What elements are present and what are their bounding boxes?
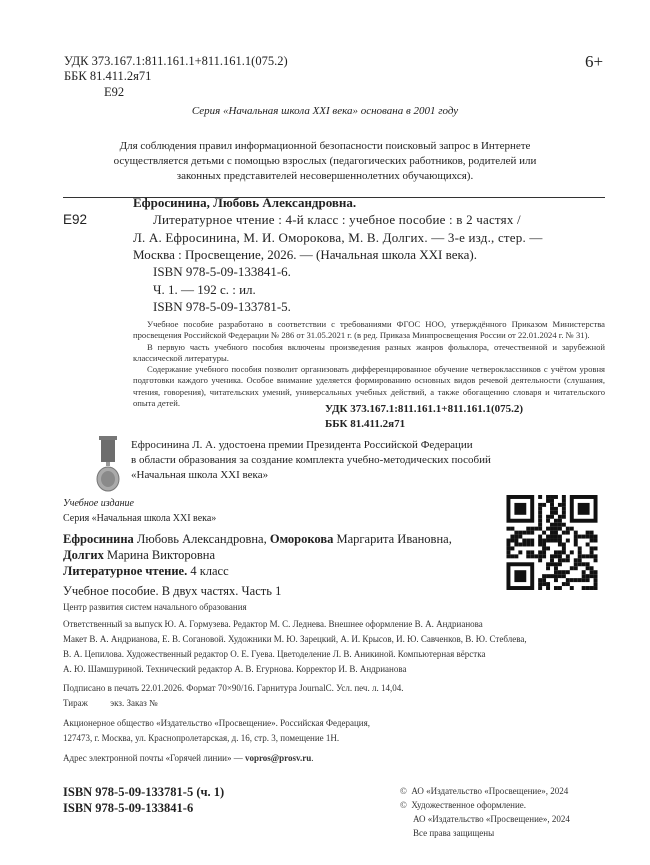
circulation: Тираж экз. Заказ № [63, 698, 158, 708]
print-info: Подписано в печать 22.01.2026. Формат 70×90/16. Гарнитура JournalC. Усл. печ. л. 14,04. [63, 683, 404, 693]
copyright-line: © АО «Издательство «Просвещение», 2024 [400, 786, 569, 796]
udk-code: УДК 373.167.1:811.161.1+811.161.1(075.2) [64, 54, 288, 68]
hotline-email[interactable]: vopros@prosv.ru [244, 753, 312, 763]
hotline-label: Адрес электронной почты «Горячей линии» — [63, 753, 245, 763]
catalog-pages: Ч. 1. — 192 с. : ил. [153, 282, 256, 297]
catalog-line: Литературное чтение : 4-й класс : учебное пособие : в 2 частях / [153, 212, 521, 227]
hotline-end: . [311, 753, 314, 763]
book-title: Литературное чтение. [63, 564, 188, 578]
credits-line: В. А. Цепилова. Художественный редактор О. Е. Гуева. Цветоделение Л. В. Аникиной. Компьютерная вёрстка [63, 649, 486, 659]
copyright-line: Все права защищены [413, 828, 495, 838]
catalog-line: Москва : Просвещение, 2026. — (Начальная школа XXI века). [133, 247, 477, 262]
publisher-line: Акционерное общество «Издательство «Просвещение». Российская Федерация, [63, 718, 370, 728]
author-name: Марина Викторовна [103, 548, 216, 562]
credits-line: А. Ю. Шамшуриной. Технический редактор А. В. Егурнова. Корректор И. В. Андрианова [63, 664, 407, 674]
edition-type: Учебное издание [63, 498, 134, 509]
author-surname: Долгих [63, 548, 104, 562]
abstract [133, 319, 605, 409]
safety-note-line: законных представителей несовершеннолетних обучающихся). [176, 170, 474, 182]
imprint-subtitle: Учебное пособие. В двух частях. Часть 1 [63, 584, 282, 598]
author-mark: Е92 [104, 85, 125, 99]
age-rating: 6+ [585, 52, 604, 71]
catalog-code: Е92 [63, 212, 88, 227]
catalog-author: Ефросинина, Любовь Александровна. [133, 195, 357, 210]
author-name: Маргарита Ивановна, [333, 532, 452, 546]
author-name: Любовь Александровна, [133, 532, 270, 546]
author-surname: Оморокова [269, 532, 334, 546]
copyright-line: © Художественное оформление. [400, 800, 527, 810]
safety-note-line: Для соблюдения правил информационной безопасности поисковый запрос в Интернете [119, 140, 531, 152]
catalog-line: Л. А. Ефросинина, М. И. Оморокова, М. В. Долгих. — 3-е изд., стер. — [133, 230, 543, 245]
series-note: Серия «Начальная школа XXI века» основана в 2001 году [191, 105, 459, 117]
credits-line: Макет В. А. Андрианова, Е. В. Согановой. Художники М. Ю. Зарецкий, А. И. Крысов, И. Ю. Савченков, В. Ю. Стеблева, [63, 634, 527, 644]
catalog-udk: УДК 373.167.1:811.161.1+811.161.1(075.2) [325, 403, 524, 415]
catalog-bbk: ББК 81.411.2я71 [325, 418, 406, 430]
abstract-paragraph: В первую часть учебного пособия включены произведения разных жанров фольклора, отечественной и зарубежной классической литературы. [133, 341, 605, 363]
hotline [63, 754, 314, 763]
imprint-authors [63, 533, 452, 546]
qr-code[interactable] [506, 495, 598, 590]
imprint-title [63, 565, 229, 578]
imprint-center: Центр развития систем начального образования [63, 602, 247, 612]
footer-isbn-set: ISBN 978-5-09-133841-6 [63, 801, 194, 815]
safety-note-line: осуществляется детьми с помощью взрослых (педагогических работников, родителей или [113, 155, 537, 167]
award-line: Ефросинина Л. А. удостоена премии Президента Российской Федерации [131, 439, 473, 451]
medal-icon [96, 436, 120, 492]
award-line: «Начальная школа XXI века» [131, 469, 269, 481]
catalog-isbn-set: ISBN 978-5-09-133841-6. [153, 264, 291, 279]
abstract-paragraph: Учебное пособие разработано в соответствии с требованиями ФГОС НОО, утверждённого Приказом Министерства просвещения Российской Федерации № 286 от 31.05.2021 г. (в ред. Приказа Минпросвещения России от 22.01.2024 г. № 31). [133, 319, 605, 341]
credits-line: Ответственный за выпуск Ю. А. Гормузева. Редактор М. С. Леднева. Внешнее оформление В. А. Андрианова [63, 619, 483, 629]
imprint-authors [63, 549, 215, 562]
book-grade: 4 класс [187, 564, 229, 578]
footer-isbn-part: ISBN 978-5-09-133781-5 (ч. 1) [63, 785, 225, 799]
author-surname: Ефросинина [63, 532, 134, 546]
catalog-isbn-part: ISBN 978-5-09-133781-5. [153, 299, 291, 314]
copyright-line: АО «Издательство «Просвещение», 2024 [413, 814, 570, 824]
publisher-line: 127473, г. Москва, ул. Краснопролетарская, д. 16, стр. 3, помещение 1Н. [63, 733, 340, 743]
imprint-series: Серия «Начальная школа XXI века» [63, 513, 217, 524]
award-line: в области образования за создание комплекта учебно-методических пособий [131, 454, 491, 466]
abstract-paragraph: Содержание учебного пособия позволит организовать дифференцированное обучение четвероклассников с учётом уровня подготовки каждого ученика. Особое внимание уделяется формированию основных видов речевой деятельности (слушания, чтения, говорения), читательских умений, универсальных учебных действий, а также обогащению словаря и читательского опыта детей. [133, 364, 605, 409]
bbk-code: ББК 81.411.2я71 [64, 69, 152, 83]
